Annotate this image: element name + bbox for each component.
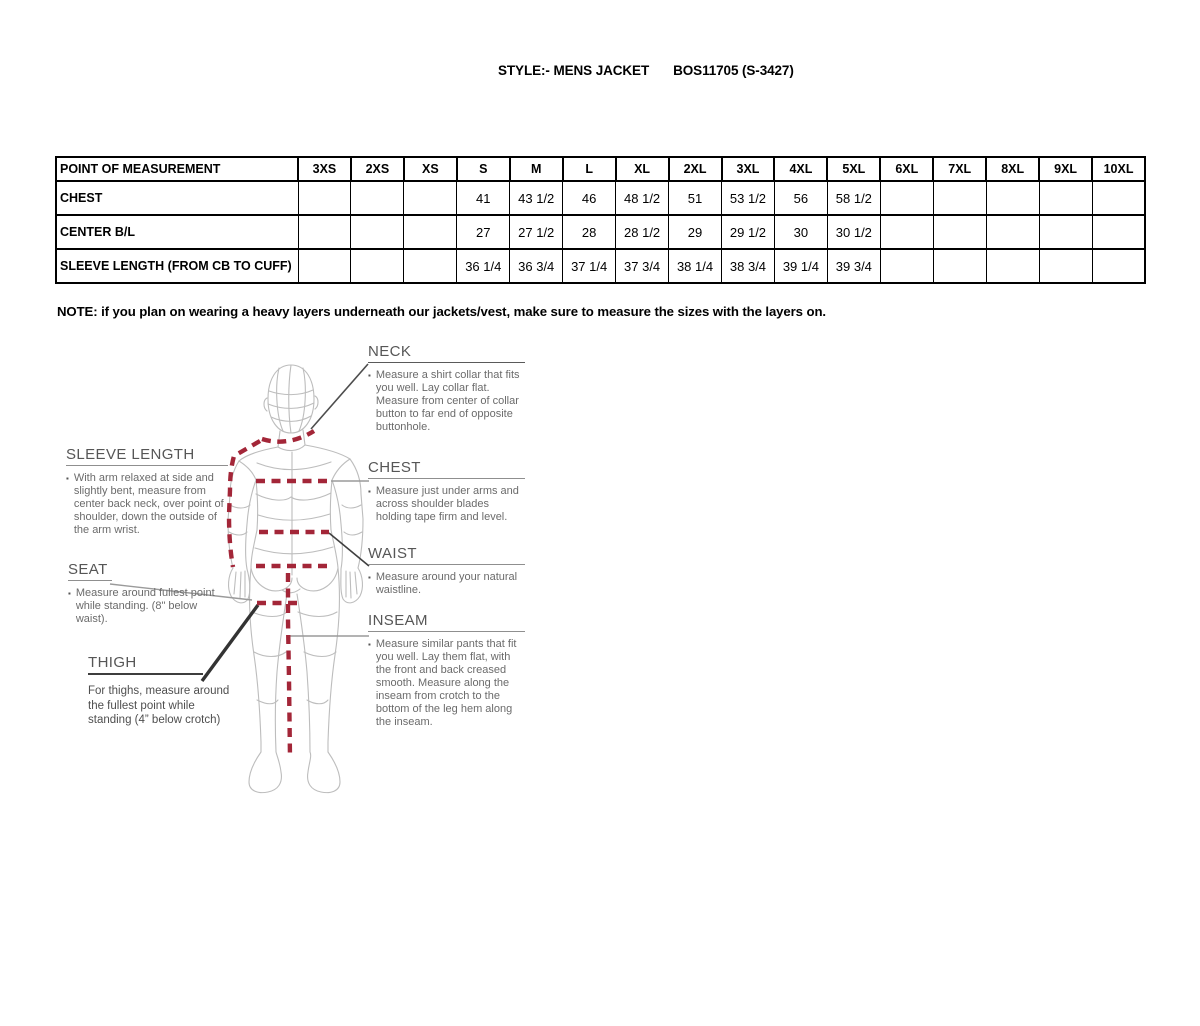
- measurement-cell: 38 1/4: [669, 249, 722, 283]
- size-header-3xs: 3XS: [298, 157, 351, 181]
- measurement-cell: 53 1/2: [722, 181, 775, 215]
- measurement-cell: 29: [669, 215, 722, 249]
- neck-leader-line: [311, 364, 368, 429]
- thigh-description: For thighs, measure around the fullest point while standing (4” below crotch): [88, 685, 230, 727]
- measurement-cell: [298, 249, 351, 283]
- measurement-cell: [933, 215, 986, 249]
- inseam-description: Measure similar pants that fit you well. Lay them flat, with the front and back creased smooth. Measure along the inseam from crotch to the bottom of the leg hem along the inseam.: [375, 638, 517, 728]
- inseam-measure-line: [288, 573, 290, 758]
- measurement-cell: 37 3/4: [616, 249, 669, 283]
- measurement-cell: [880, 249, 933, 283]
- neck-heading: NECK: [368, 344, 525, 363]
- measurement-cell: [1039, 181, 1092, 215]
- seat-section: [68, 562, 228, 626]
- size-table: [55, 156, 1146, 284]
- measurement-cell: [1092, 181, 1145, 215]
- neck-section: [368, 344, 525, 434]
- waist-section: [368, 546, 525, 597]
- measurement-cell: [1039, 215, 1092, 249]
- bullet-icon: ▪: [368, 573, 371, 582]
- thigh-section: [88, 655, 203, 675]
- measurement-cell: 41: [457, 181, 510, 215]
- measurement-cell: [1039, 249, 1092, 283]
- size-header-2xl: 2XL: [669, 157, 722, 181]
- measurement-cell: [986, 215, 1039, 249]
- table-row: [56, 249, 1145, 283]
- measurement-cell: [404, 181, 457, 215]
- measurement-cell: 27: [457, 215, 510, 249]
- chest-heading: CHEST: [368, 460, 525, 479]
- chest-description: Measure just under arms and across shoulder blades holding tape firm and level.: [375, 485, 519, 523]
- measurement-cell: 28: [563, 215, 616, 249]
- size-header-8xl: 8XL: [986, 157, 1039, 181]
- bullet-icon: ▪: [68, 589, 71, 598]
- measurement-cell: 56: [774, 181, 827, 215]
- table-row: [56, 181, 1145, 215]
- measurement-cell: 37 1/4: [563, 249, 616, 283]
- measurement-cell: [351, 215, 404, 249]
- measurement-cell: 48 1/2: [616, 181, 669, 215]
- measurement-cell: 58 1/2: [827, 181, 880, 215]
- measurement-cell: [404, 215, 457, 249]
- mannequin-wireframe: [228, 365, 363, 793]
- measurement-cell: 43 1/2: [510, 181, 563, 215]
- measurement-cell: [298, 181, 351, 215]
- measurement-cell: [880, 215, 933, 249]
- thigh-heading: THIGH: [88, 655, 203, 675]
- measurement-cell: [933, 181, 986, 215]
- measurement-cell: [933, 249, 986, 283]
- measurement-cell: [1092, 215, 1145, 249]
- seat-heading: SEAT: [68, 562, 112, 581]
- size-header-xs: XS: [404, 157, 457, 181]
- page-title: [498, 63, 794, 78]
- measurement-row-label: CENTER B/L: [56, 215, 298, 249]
- measurement-row-label: CHEST: [56, 181, 298, 215]
- measurement-dash-lines: [229, 431, 331, 758]
- bullet-icon: ▪: [66, 474, 69, 483]
- style-name: STYLE:- MENS JACKET: [498, 63, 650, 78]
- table-row: [56, 215, 1145, 249]
- measurement-cell: [986, 181, 1039, 215]
- neck-measure-line: [262, 431, 314, 442]
- measurement-cell: 38 3/4: [722, 249, 775, 283]
- sleeve-length-description: With arm relaxed at side and slightly bent, measure from center back neck, over point of shoulder, down the outside of the arm wrist.: [73, 472, 224, 536]
- sleeve-length-section: [66, 447, 228, 537]
- measurement-cell: 46: [563, 181, 616, 215]
- measurement-cell: 27 1/2: [510, 215, 563, 249]
- measurement-cell: [404, 249, 457, 283]
- size-header-6xl: 6XL: [880, 157, 933, 181]
- measurement-cell: 30 1/2: [827, 215, 880, 249]
- measurement-cell: 36 3/4: [510, 249, 563, 283]
- size-header-5xl: 5XL: [827, 157, 880, 181]
- inseam-heading: INSEAM: [368, 613, 525, 632]
- size-header-m: M: [510, 157, 563, 181]
- bullet-icon: ▪: [368, 640, 371, 649]
- chest-section: [368, 460, 525, 524]
- size-header-s: S: [457, 157, 510, 181]
- style-code: BOS11705 (S-3427): [673, 63, 794, 78]
- measurement-cell: [986, 249, 1039, 283]
- measurement-cell: 28 1/2: [616, 215, 669, 249]
- corner-header: POINT OF MEASUREMENT: [56, 157, 298, 181]
- sleeve-length-heading: SLEEVE LENGTH: [66, 447, 228, 466]
- seat-description: Measure around fullest point while standing. (8" below waist).: [75, 587, 215, 625]
- measurement-cell: 29 1/2: [722, 215, 775, 249]
- size-header-7xl: 7XL: [933, 157, 986, 181]
- inseam-section: [368, 613, 525, 729]
- measurement-cell: 39 3/4: [827, 249, 880, 283]
- measurement-cell: [351, 249, 404, 283]
- size-header-9xl: 9XL: [1039, 157, 1092, 181]
- measurement-cell: [1092, 249, 1145, 283]
- bullet-icon: ▪: [368, 487, 371, 496]
- sleeve-measure-line: [229, 441, 260, 567]
- measurement-cell: 39 1/4: [774, 249, 827, 283]
- measurement-cell: [880, 181, 933, 215]
- measurement-cell: [351, 181, 404, 215]
- waist-leader-line: [329, 533, 369, 566]
- size-header-10xl: 10XL: [1092, 157, 1145, 181]
- waist-description: Measure around your natural waistline.: [375, 571, 518, 596]
- waist-heading: WAIST: [368, 546, 525, 565]
- note-text: NOTE: if you plan on wearing a heavy layers underneath our jackets/vest, make sure to measure the sizes with the layers on.: [57, 304, 826, 319]
- size-header-4xl: 4XL: [774, 157, 827, 181]
- size-header-3xl: 3XL: [722, 157, 775, 181]
- size-header-xl: XL: [616, 157, 669, 181]
- size-header-2xs: 2XS: [351, 157, 404, 181]
- neck-description: Measure a shirt collar that fits you well. Lay collar flat. Measure from center of collar button to far end of opposite buttonhole.: [375, 369, 520, 433]
- measurement-cell: 51: [669, 181, 722, 215]
- measurement-cell: 30: [774, 215, 827, 249]
- bullet-icon: ▪: [368, 371, 371, 380]
- size-header-l: L: [563, 157, 616, 181]
- measurement-cell: [298, 215, 351, 249]
- measurement-row-label: SLEEVE LENGTH (FROM CB TO CUFF): [56, 249, 298, 283]
- measurement-cell: 36 1/4: [457, 249, 510, 283]
